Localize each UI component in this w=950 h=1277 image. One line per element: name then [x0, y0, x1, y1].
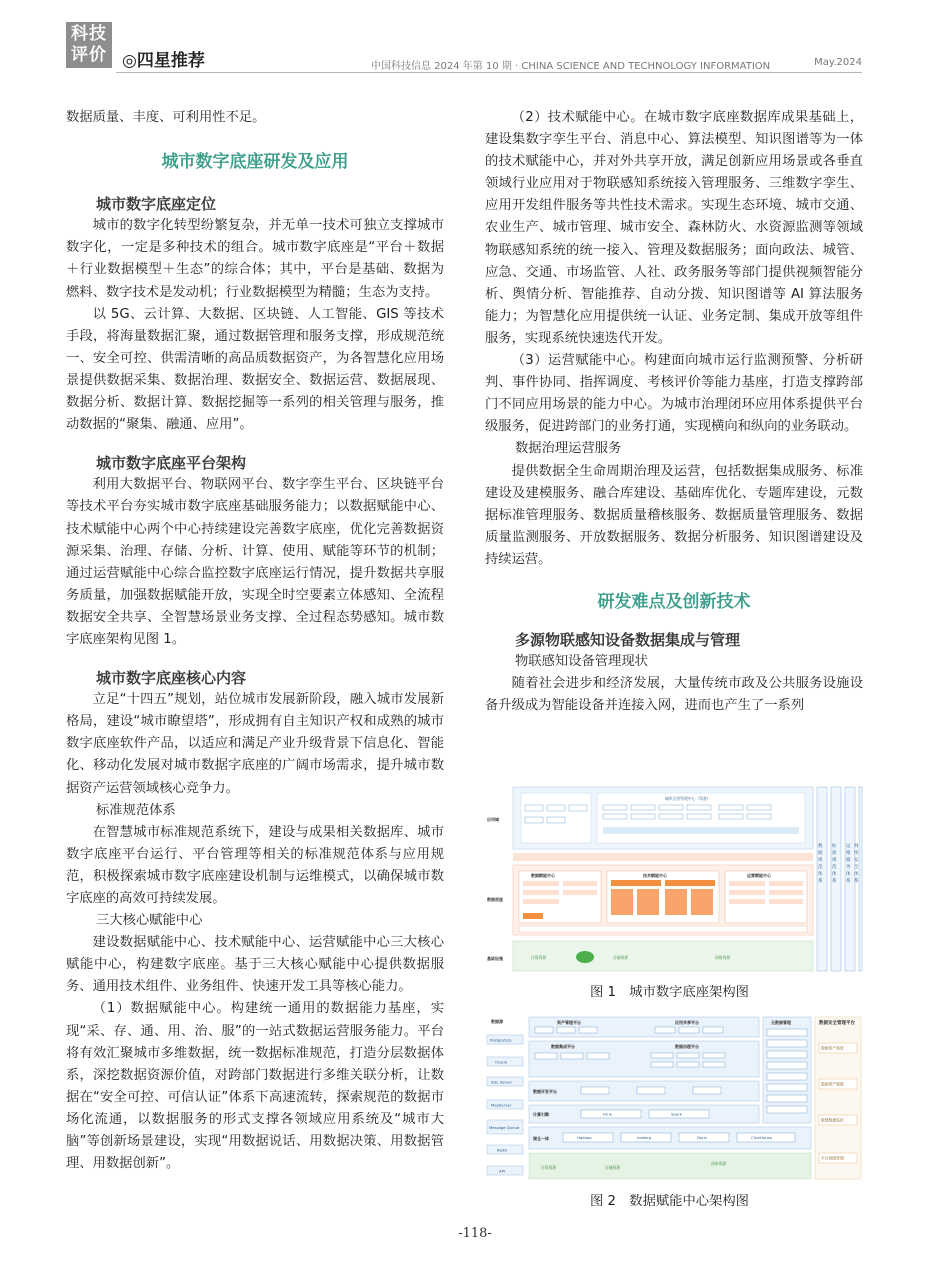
- side-label-3: 运维服务体系: [846, 844, 851, 884]
- source-mapserver: MapServer: [491, 1102, 512, 1108]
- source-redis: Redis: [497, 1147, 508, 1153]
- header-rule: [116, 72, 862, 73]
- left-column: [66, 107, 444, 1175]
- compute-engine: 计算引擎: [533, 1112, 549, 1117]
- subsection-heading: 多源物联感知设备数据集成与管理: [515, 631, 741, 650]
- lakehouse: 湖仓一体: [533, 1136, 549, 1141]
- source-oracle: Oracle: [495, 1059, 508, 1065]
- source-postgresql: PostgreSQL: [490, 1037, 512, 1043]
- lake-hadoop: Hadoop: [577, 1135, 592, 1140]
- ops-center-title: 城市运营管理中心（驾驶）: [665, 796, 711, 801]
- paragraph: 以 5G、云计算、大数据、区块链、人工智能、GIS 等技术手段，将海量数据汇聚，通过数据管理和服务支撑，形成规范统一、安全可控、供需清晰的高品质数据资产，为各智慧化应用场景提供数据采集、数据治理、数据安全、数据运营、数据展现、数据分析、数据计算、数据挖掘等一系列的相关管理与服务，推动数据的“聚集、融通、应用”。: [66, 306, 444, 433]
- infra-storage: 存储资源: [605, 1165, 621, 1170]
- paragraph: 提供数据全生命周期治理及运营，包括数据集成服务、标准建设及建模服务、融合库建设、基础库优化、专题库建设，元数据标准管理服务、数据质量稽核服务、数据质量管理服务、数据质量监测服务、开放数据服务、数据分析服务、知识图谱建设及持续运营。: [485, 463, 863, 567]
- infra-box: [529, 1153, 811, 1179]
- data-center-label: 数据赋能中心: [531, 873, 555, 878]
- sources-title: 数据源: [491, 1019, 503, 1024]
- integration-platform: 数据集成平台: [551, 1044, 575, 1049]
- side-label-1: 数据规范体系: [818, 844, 823, 884]
- paragraph: 数据质量、丰度、可利用性不足。: [66, 110, 266, 125]
- ops-center-label: 运营赋能中心: [747, 873, 771, 878]
- journal-name: 中国科技信息 2024 年第 10 期 · CHINA SCIENCE AND TECHNOLOGY INFORMATION: [371, 61, 771, 72]
- subsection-heading: 城市数字底座平台架构: [96, 454, 247, 473]
- side-label-2: 标准规范体系: [832, 844, 837, 884]
- minor-heading: 标准规范体系: [96, 802, 176, 818]
- source-sqlserver: SQL Server: [491, 1079, 513, 1085]
- subsection-heading: 城市数字底座定位: [96, 195, 217, 214]
- paragraph: 在智慧城市标准规范系统下，建设与成果相关数据库、城市数字底座平台运行、平台管理等相关的标准规范体系与应用规范，积极探索城市数字底座建设机制与运维模式，以确保城市数字底座的高效可持续发展。: [66, 824, 444, 906]
- infra-storage: 存储资源: [613, 955, 629, 960]
- security-title: 数据安全管理平台: [819, 1021, 855, 1026]
- paragraph: 建设数据赋能中心、技术赋能中心、运营赋能中心三大核心赋能中心，构建数字底座。基于三大核心赋能中心提供数据服务、通用技术组件、业务组件、快速开发工具等核心能力。: [66, 935, 444, 995]
- infra-layer-box: [513, 941, 813, 971]
- paragraph: （1）数据赋能中心。构建统一通用的数据能力基座，实现“采、存、通、用、治、服”的一站式数据运营服务能力。平台将有效汇聚城市多维数据，统一数据标准规范，打造分层数据体系，深挖数据资源价值，对跨部门数据进行多维关联分析，让数据在“安全可控、可信认证”体系下高速流转，探索规范的数据市场化流通，以数据服务的形式支撑各领域应用系统及“城市大脑”等创新场景建设，实现“用数据说话、用数据决策、用数据管理、用数据创新”。: [66, 1001, 444, 1172]
- figure-2-svg: [485, 1015, 863, 1183]
- security-item-4: 平台权限管理: [821, 1155, 844, 1161]
- figure-2-caption: 图 2 数据赋能中心架构图: [590, 1194, 749, 1209]
- row-label-data: 数据底座: [487, 897, 503, 902]
- paragraph: 随着社会进步和经济发展，大量传统市政及公共服务设施设备升级成为智能设备并连接入网，进而也产生了一系列: [485, 676, 863, 714]
- connector-band: [513, 853, 813, 861]
- row-label-infra: 基础设施: [487, 956, 503, 961]
- figure-2-diagram: [485, 1015, 863, 1183]
- infra-compute: 计算资源: [541, 1165, 557, 1170]
- figure-1-svg: [485, 783, 863, 975]
- side-label-4: 网络安全体系: [854, 844, 859, 884]
- subsection-heading: 城市数字底座核心内容: [96, 669, 247, 688]
- minor-heading: 数据治理运营服务: [515, 441, 622, 457]
- lake-iceberg: Iceberg: [637, 1135, 652, 1140]
- ops-center-box: [725, 871, 807, 923]
- section-heading: 城市数字底座研发及应用: [161, 152, 349, 173]
- infra-compute: 计算资源: [531, 955, 547, 960]
- paragraph: 城市的数字化转型纷繁复杂，并无单一技术可独立支撑城市数字化，一定是多种技术的组合。城市数字底座是“平台＋数据＋行业数据模型＋生态”的综合体；其中，平台是基础、数据为燃料、数字技术是发动机；行业数据模型为精髓；生态为支持。: [66, 218, 444, 300]
- paragraph: （3）运营赋能中心。构建面向城市运行监测预警、分析研判、事件协同、指挥调度、考核评价等能力基座，打造支撑跨部门不同应用场景的能力中心。为城市治理闭环应用体系提供平台级服务，促进跨部门的业务打通，实现横向和纵向的业务联动。: [485, 353, 863, 435]
- minor-heading: 物联感知设备管理现状: [515, 654, 648, 670]
- right-column: [485, 107, 863, 717]
- logo-line-2: 评价: [71, 45, 107, 65]
- governance-platform: 数据治理平台: [675, 1044, 699, 1049]
- compute-engine-box: [529, 1105, 759, 1123]
- engine-flink: Flink: [603, 1111, 612, 1117]
- minor-heading: 三大核心赋能中心: [96, 913, 203, 929]
- figure-1-caption: 图 1 城市数字底座架构图: [590, 985, 749, 1000]
- source-mq: Message Queue: [489, 1125, 520, 1130]
- figure-1-diagram: [485, 783, 863, 975]
- dev-platform: 数据开发平台: [533, 1089, 557, 1094]
- logo-line-1: 科技: [71, 24, 107, 44]
- lake-doris: Doris: [697, 1135, 707, 1140]
- row-label-app: 应用域: [487, 817, 499, 822]
- paragraph: （2）技术赋能中心。在城市数字底座数据库成果基础上，建设集数字孪生平台、消息中心、算法模型、知识图谱等为一体的技术赋能中心，并对外共享开放，满足创新应用场景或各垂直领域行业应用对于物联感知系统接入管理服务、三维数字孪生、应用开发组件服务等共性技术需求。实现生态环境、城市交通、农业生产、城市管理、城市安全、森林防火、水资源监测等领域物联感知系统的统一接入、管理及数据服务；面向政法、城管、应急、交通、市场监管、人社、政务服务等部门提供视频智能分析、舆情分析、智能推荐、自动分拨、知识图谱等 AI 算法服务能力；为智慧化应用提供统一认证、业务定制、集成开放等组件服务，实现系统快速迭代开发。: [485, 110, 863, 346]
- section-tag: ◎四星推荐: [122, 51, 205, 71]
- source-api: API: [499, 1168, 506, 1174]
- issue-date: May.2024: [814, 57, 862, 68]
- tech-center-label: 技术赋能中心: [643, 873, 667, 878]
- share-platform: 应用共享平台: [675, 1020, 699, 1025]
- paragraph: 利用大数据平台、物联网平台、数字孪生平台、区块链平台等技术平台夯实城市数字底座基础服务能力；以数据赋能中心、技术赋能中心两个中心持续建设完善数字底座，优化完善数据资源采集、治理、存储、分析、计算、使用、赋能等环节的机制；通过运营赋能中心综合监控数字底座运行情况，提升数据共享服务质量，加强数据赋能开放，实现全时空要素立体感知、全流程数据安全共享、全智慧场景业务支撑、全过程态势感知。城市数字底座架构见图 1。: [66, 477, 444, 647]
- page-number: -118-: [458, 1226, 492, 1241]
- engine-spark: Spark: [671, 1111, 682, 1117]
- journal-logo: [66, 22, 112, 68]
- paragraph: 立足“十四五”规划，站位城市发展新阶段，融入城市发展新格局，建设“城市瞭望塔”，形成拥有自主知识产权和成熟的城市数字底座软件产品，以适应和满足产业升级背景下信息化、智能化、移动化发展对城市数据字底座的广阔市场需求，提升城市数据资产运营领域核心竞争力。: [66, 692, 444, 796]
- lake-clickhouse: ClickHouse: [751, 1135, 772, 1140]
- infra-network: 网络资源: [711, 1161, 727, 1166]
- metadata-title: 元数据管理: [771, 1020, 791, 1025]
- infra-network: 网络资源: [715, 955, 731, 960]
- security-item-1: 数据资产加密: [821, 1045, 844, 1051]
- security-item-3: 敏感数据监控: [821, 1117, 844, 1123]
- section-heading: 研发难点及创新技术: [597, 591, 751, 612]
- page-header: [66, 22, 862, 76]
- security-item-2: 数据资产脱敏: [821, 1081, 844, 1087]
- asset-platform: 资产管理平台: [557, 1020, 581, 1025]
- cloud-icon: [576, 951, 594, 963]
